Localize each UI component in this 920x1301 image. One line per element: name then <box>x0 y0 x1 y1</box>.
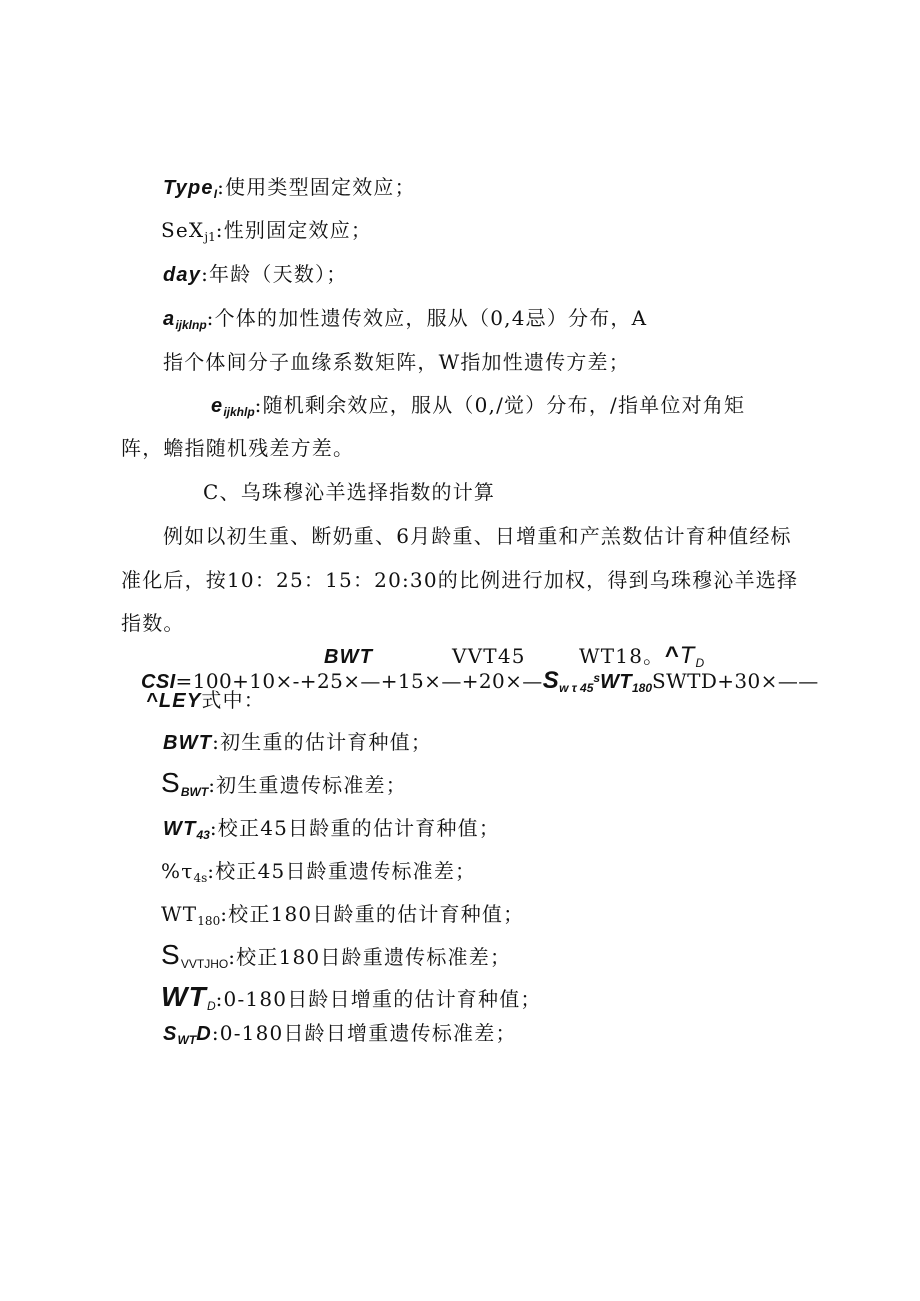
def-day <box>163 261 347 288</box>
formula-tail: SWTD+30×—— <box>652 669 819 693</box>
def-e <box>211 392 745 425</box>
symbol-wt180: WT <box>161 902 198 926</box>
def-a-text: :个体的加性遗传效应，服从（0,4忌）分布，A <box>206 306 648 330</box>
symbol-s-vvt: S <box>161 939 181 970</box>
def-sex <box>161 217 372 250</box>
def-wt180 <box>161 901 524 934</box>
symbol-s-bwt-sub: BWT <box>180 785 209 799</box>
def-a-continued: 指个体间分子血缘系数矩阵，W指加性遗传方差； <box>163 350 630 374</box>
formula-s45: S <box>542 667 560 694</box>
formula-ley: ^LEY <box>146 690 202 712</box>
def-pct <box>161 858 476 891</box>
symbol-sex-sub: j1 <box>204 230 216 244</box>
symbol-e-sub: ijkhlp <box>223 405 255 419</box>
def-swtd-text: :0-180日龄日增重遗传标准差； <box>211 1021 517 1045</box>
formula-num-t-sub: D <box>695 656 705 670</box>
formula-body: =100+10×-+25×—+15×—+20×— <box>175 669 543 693</box>
def-sbwt-text: :初生重遗传标准差； <box>208 773 407 797</box>
paragraph-line-2: 准化后，按10：25：15：20:30的比例进行加权，得到乌珠穆沁羊选择 <box>121 568 799 592</box>
symbol-swtd: S <box>163 1023 178 1045</box>
def-wt43 <box>163 815 500 848</box>
formula-csi: CSI <box>141 671 176 693</box>
formula-num-bwt: BWT <box>324 646 374 668</box>
formula-wt180-sub: 180 <box>631 681 653 695</box>
def-e-continued: 阵，蟾指随机残差方差。 <box>121 436 355 460</box>
paragraph-line-1: 例如以初生重、断奶重、6月龄重、日增重和产羔数估计育种值经标 <box>163 524 792 548</box>
symbol-e: e <box>211 395 224 417</box>
def-swtd <box>163 1020 517 1053</box>
def-type-text: :使用类型固定效应； <box>217 175 416 199</box>
formula-s45-sup: s <box>593 671 601 685</box>
symbol-type: Type <box>163 177 214 199</box>
symbol-swtd-d: D <box>196 1023 212 1045</box>
symbol-sex: SeX <box>161 218 205 242</box>
symbol-wt43-sub: 43 <box>196 828 210 842</box>
def-e-text: :随机剩余效应，服从（0,/觉）分布，/指单位对角矩 <box>254 393 746 417</box>
symbol-wtd: WT <box>161 981 207 1012</box>
formula-numerator-vvt45: VVT45 <box>452 644 526 668</box>
def-day-text: :年龄（天数）； <box>201 262 348 286</box>
def-svv-text: :校正180日龄重遗传标准差； <box>228 945 512 969</box>
def-wtd-text: :0-180日龄日增重的估计育种值； <box>215 987 542 1011</box>
symbol-pct-sub: 4s <box>193 871 208 885</box>
symbol-wtd-sub: D <box>206 999 216 1013</box>
formula-wt180: WT <box>600 671 632 693</box>
symbol-s-vvt-sub: VVTJHO <box>180 957 229 971</box>
def-sex-text: :性别固定效应； <box>215 218 373 242</box>
formula-num-t: T <box>679 642 696 669</box>
def-svv <box>161 939 512 977</box>
paragraph-line-3: 指数。 <box>121 611 185 635</box>
symbol-bwt: BWT <box>163 732 213 754</box>
formula-s45-sub: w τ 45 <box>559 681 594 695</box>
symbol-wt180-sub: 180 <box>197 914 221 928</box>
formula-where: 式中： <box>201 688 265 712</box>
symbol-day: day <box>163 264 202 286</box>
symbol-swtd-sub: WT <box>177 1033 197 1047</box>
formula-num-wt18: WT18。 <box>579 644 665 668</box>
formula-caret: ^ <box>664 642 680 669</box>
def-bwt-text: :初生重的估计育种值； <box>212 730 433 754</box>
symbol-a-sub: ijklnp <box>175 318 207 332</box>
symbol-pct: %τ <box>161 859 194 883</box>
formula-ley-line <box>146 687 265 714</box>
symbol-type-sub: I <box>213 187 218 201</box>
def-type <box>163 174 416 207</box>
def-a <box>163 305 647 338</box>
symbol-s-bwt: S <box>161 767 181 798</box>
def-sbwt <box>161 767 407 805</box>
def-bwt <box>163 729 432 756</box>
section-heading: C、乌珠穆沁羊选择指数的计算 <box>203 480 496 504</box>
symbol-a: a <box>163 308 176 330</box>
def-pct-text: :校正45日龄重遗传标准差； <box>207 859 477 883</box>
symbol-wt43: WT <box>163 818 197 840</box>
def-wt43-text: :校正45日龄重的估计育种值； <box>209 816 501 840</box>
def-wtd <box>161 981 542 1019</box>
def-wt180-text: :校正180日龄重的估计育种值； <box>220 902 525 926</box>
